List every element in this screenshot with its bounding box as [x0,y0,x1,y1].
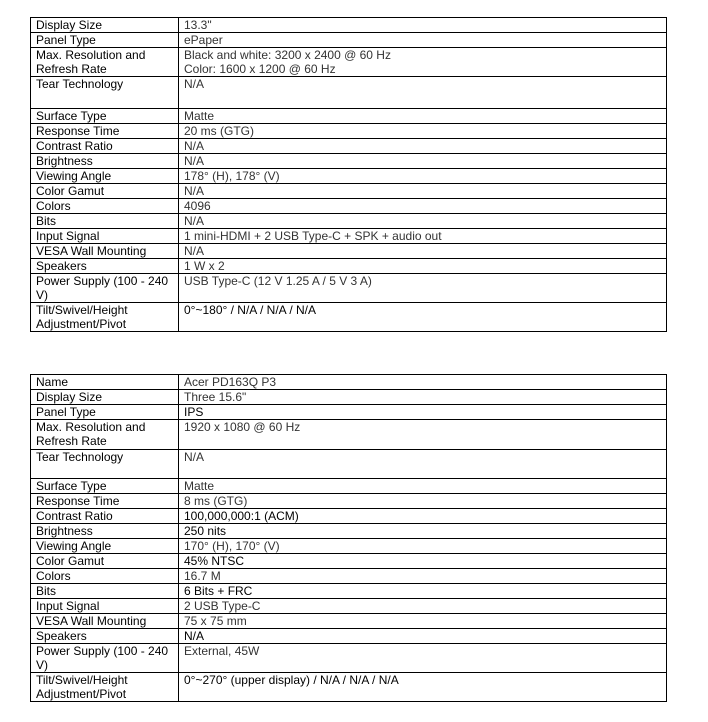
row-value: 20 ms (GTG) [179,124,667,139]
value-line: Color: 1600 x 1200 @ 60 Hz [184,62,336,76]
row-label: Power Supply (100 - 240 V) [31,274,179,303]
row-label: Contrast Ratio [31,509,179,524]
table-row [31,479,667,494]
row-value: 45% NTSC [179,554,667,569]
row-label: Colors [31,569,179,584]
row-label: Viewing Angle [31,539,179,554]
row-label: Colors [31,199,179,214]
row-label: Contrast Ratio [31,139,179,154]
row-value: 16.7 M [179,569,667,584]
table-row [31,169,667,184]
table-row [31,184,667,199]
row-label: Tilt/Swivel/Height Adjustment/Pivot [31,673,179,702]
row-label: Display Size [31,18,179,33]
row-label: Panel Type [31,405,179,420]
row-value: 250 nits [179,524,667,539]
row-value: Acer PD163Q P3 [179,375,667,390]
row-label: Speakers [31,629,179,644]
row-label: Input Signal [31,599,179,614]
row-label: Speakers [31,259,179,274]
table-row [31,584,667,599]
table-row [31,109,667,124]
row-label: VESA Wall Mounting [31,244,179,259]
row-value: N/A [179,154,667,169]
row-value: 170° (H), 170° (V) [179,539,667,554]
table-row [31,199,667,214]
row-value: 178° (H), 178° (V) [179,169,667,184]
row-value: 2 USB Type-C [179,599,667,614]
table-row [31,644,667,673]
row-label: Bits [31,214,179,229]
row-label: Bits [31,584,179,599]
row-value: ePaper [179,33,667,48]
row-label: Tilt/Swivel/Height Adjustment/Pivot [31,303,179,332]
spec-table-2 [30,374,667,702]
table-row [31,229,667,244]
row-label: Tear Technology [31,450,179,479]
value-line: Black and white: 3200 x 2400 @ 60 Hz [184,48,391,62]
row-value: 1 W x 2 [179,259,667,274]
row-value: 0°~180° / N/A / N/A / N/A [179,303,667,332]
row-value: IPS [179,405,667,420]
table-row [31,554,667,569]
row-value: 4096 [179,199,667,214]
table-row [31,154,667,169]
row-value: 1 mini-HDMI + 2 USB Type-C + SPK + audio out [179,229,667,244]
row-value [179,48,667,77]
row-value: 75 x 75 mm [179,614,667,629]
table-row [31,390,667,405]
table-row [31,214,667,229]
row-label: Tear Technology [31,77,179,109]
row-label: Panel Type [31,33,179,48]
row-label: Max. Resolution and Refresh Rate [31,420,179,450]
row-label: Viewing Angle [31,169,179,184]
table-row [31,450,667,479]
table-row [31,599,667,614]
row-value: N/A [179,450,667,479]
table-row [31,673,667,702]
table-row [31,614,667,629]
row-value: 13.3" [179,18,667,33]
row-value: N/A [179,184,667,199]
table-row [31,33,667,48]
row-value: Matte [179,109,667,124]
row-label: Surface Type [31,109,179,124]
row-label: Input Signal [31,229,179,244]
row-value: Three 15.6" [179,390,667,405]
spec-table-1 [30,17,667,332]
row-value: USB Type-C (12 V 1.25 A / 5 V 3 A) [179,274,667,303]
row-label: Color Gamut [31,554,179,569]
table-row [31,629,667,644]
row-label: Color Gamut [31,184,179,199]
table-row [31,48,667,77]
table-row [31,539,667,554]
row-value: 0°~270° (upper display) / N/A / N/A / N/A [179,673,667,702]
row-label: VESA Wall Mounting [31,614,179,629]
row-value: External, 45W [179,644,667,673]
table-row [31,494,667,509]
row-value: N/A [179,77,667,109]
row-value: 8 ms (GTG) [179,494,667,509]
table-row [31,569,667,584]
row-label: Response Time [31,494,179,509]
row-value: Matte [179,479,667,494]
table-row [31,274,667,303]
row-label: Brightness [31,524,179,539]
row-label: Brightness [31,154,179,169]
row-label: Power Supply (100 - 240 V) [31,644,179,673]
row-label: Name [31,375,179,390]
table-row [31,405,667,420]
table-row [31,259,667,274]
row-value: 1920 x 1080 @ 60 Hz [179,420,667,450]
row-label: Display Size [31,390,179,405]
row-value: N/A [179,139,667,154]
row-value: N/A [179,214,667,229]
table-row [31,420,667,450]
table-row [31,509,667,524]
table-row [31,303,667,332]
row-label: Surface Type [31,479,179,494]
table-row [31,139,667,154]
table-row [31,124,667,139]
row-value: N/A [179,244,667,259]
table-row [31,77,667,109]
row-value: 100,000,000:1 (ACM) [179,509,667,524]
row-label: Max. Resolution and Refresh Rate [31,48,179,77]
row-value: 6 Bits + FRC [179,584,667,599]
row-value: N/A [179,629,667,644]
table-row [31,18,667,33]
row-label: Response Time [31,124,179,139]
table-row [31,375,667,390]
table-row [31,244,667,259]
table-row [31,524,667,539]
